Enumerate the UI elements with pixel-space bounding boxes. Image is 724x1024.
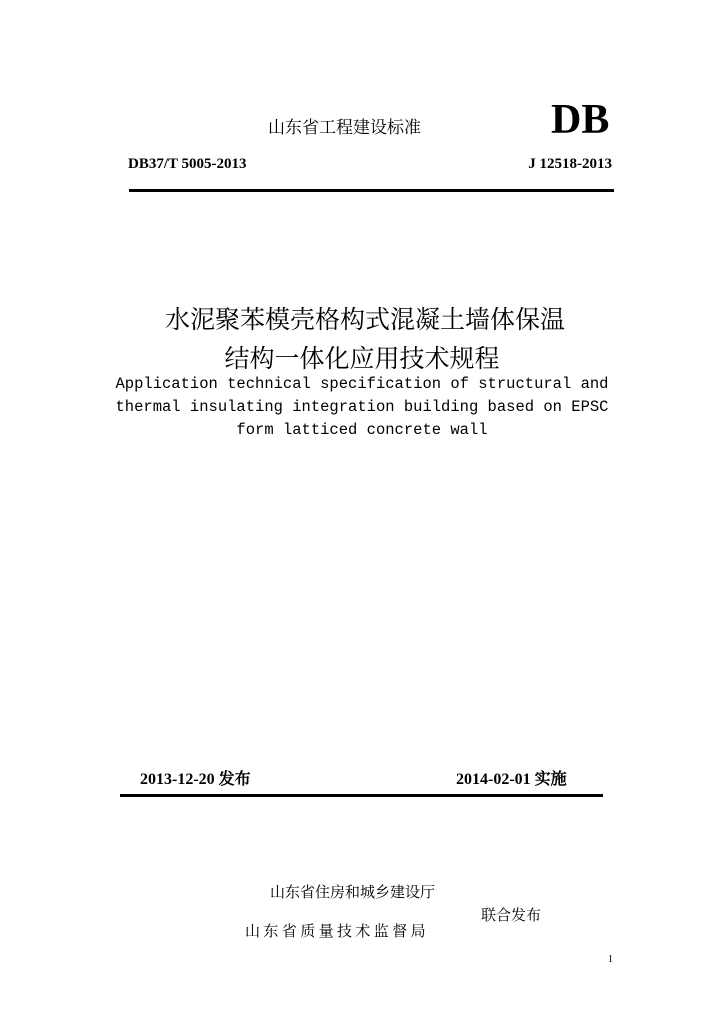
header-divider — [129, 189, 614, 192]
title-chinese-line-2: 结构一体化应用技术规程 — [224, 344, 500, 373]
title-english-line-3: form latticed concrete wall — [236, 421, 488, 439]
footer-divider — [120, 794, 603, 797]
title-chinese-line-1: 水泥聚苯模壳格构式混凝土墙体保温 — [164, 305, 565, 334]
issuer-quality-bureau: 山东省质量技术监督局 — [245, 922, 430, 940]
db-logo: DB — [551, 97, 610, 143]
title-english-line-1: Application technical specification of structural and — [115, 375, 609, 393]
issuer-housing-department: 山东省住房和城乡建设厅 — [270, 883, 436, 901]
title-english-line-2: thermal insulating integration building based on EPSC — [115, 398, 609, 416]
standard-category-label: 山东省工程建设标准 — [268, 118, 421, 138]
joint-issue-label: 联合发布 — [481, 906, 542, 924]
page-number: 1 — [608, 954, 613, 965]
implementation-date: 2014-02-01 实施 — [456, 771, 567, 788]
registration-number: J 12518-2013 — [528, 156, 612, 172]
issue-date: 2013-12-20 发布 — [140, 771, 251, 788]
standard-number: DB37/T 5005-2013 — [128, 156, 247, 172]
